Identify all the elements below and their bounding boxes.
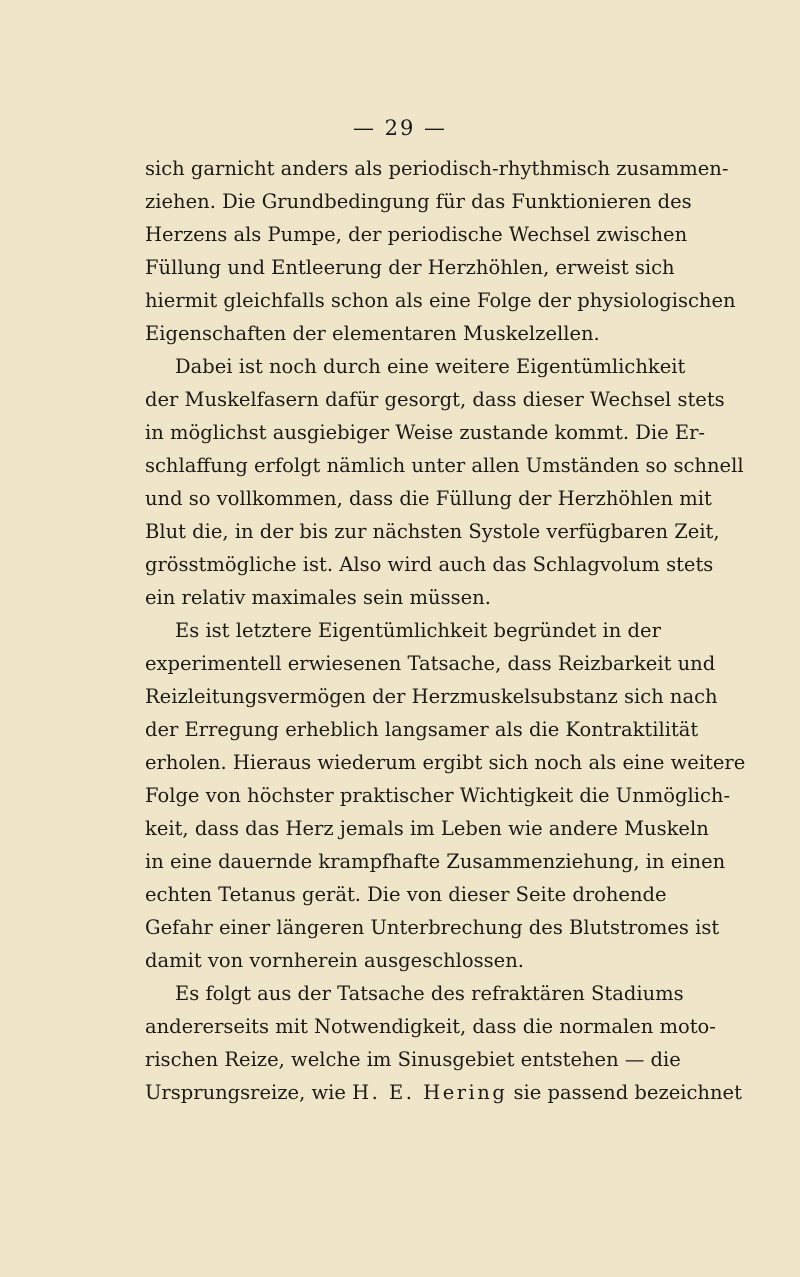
text-line: grösstmögliche ist. Also wird auch das Schlagvolum stets	[145, 553, 714, 576]
text-line: Gefahr einer längeren Unterbrechung des Blutstromes ist	[145, 916, 720, 939]
text-line: der Erregung erheblich langsamer als die Kontraktilität	[145, 718, 699, 741]
text-fragment: Ursprungsreize, wie	[145, 1081, 353, 1104]
text-line: in eine dauernde krampfhafte Zusammenziehung, in einen	[145, 850, 726, 873]
text-line: damit von vornherein ausgeschlossen.	[145, 949, 524, 972]
text-line-final	[145, 1076, 742, 1109]
text-line: andererseits mit Notwendigkeit, dass die normalen moto-	[145, 1015, 716, 1038]
text-line: rischen Reize, welche im Sinusgebiet entstehen — die	[145, 1048, 681, 1071]
page-number: — 29 —	[352, 116, 448, 140]
text-line: erholen. Hieraus wiederum ergibt sich noch als eine weitere	[145, 751, 746, 774]
text-line: schlaffung erfolgt nämlich unter allen Umständen so schnell	[145, 454, 744, 477]
text-line: ziehen. Die Grundbedingung für das Funktionieren des	[145, 190, 692, 213]
body-text	[145, 152, 746, 1109]
text-line: Es ist letztere Eigentümlichkeit begründet in der	[175, 619, 661, 642]
text-line: in möglichst ausgiebiger Weise zustande kommt. Die Er-	[145, 421, 705, 444]
text-line: Reizleitungsvermögen der Herzmuskelsubstanz sich nach	[145, 685, 718, 708]
text-line: Herzens als Pumpe, der periodische Wechsel zwischen	[145, 223, 688, 246]
text-line: Es folgt aus der Tatsache des refraktären Stadiums	[175, 982, 684, 1005]
text-line: sich garnicht anders als periodisch-rhythmisch zusammen-	[145, 157, 729, 180]
text-line: ein relativ maximales sein müssen.	[145, 586, 491, 609]
text-line: Folge von höchster praktischer Wichtigkeit die Unmöglich-	[145, 784, 731, 807]
text-line: Blut die, in der bis zur nächsten Systole verfügbaren Zeit,	[145, 520, 720, 543]
text-fragment: sie passend bezeichnet	[507, 1081, 742, 1104]
text-line: und so vollkommen, dass die Füllung der Herzhöhlen mit	[145, 487, 712, 510]
text-line: Dabei ist noch durch eine weitere Eigentümlichkeit	[175, 355, 686, 378]
text-line: echten Tetanus gerät. Die von dieser Seite drohende	[145, 883, 667, 906]
text-line: der Muskelfasern dafür gesorgt, dass dieser Wechsel stets	[145, 388, 725, 411]
text-line: experimentell erwiesenen Tatsache, dass Reizbarkeit und	[145, 652, 716, 675]
author-name-spaced: H. E. Hering	[352, 1081, 508, 1104]
text-line: Eigenschaften der elementaren Muskelzellen.	[145, 322, 600, 345]
text-line: keit, dass das Herz jemals im Leben wie andere Muskeln	[145, 817, 709, 840]
text-line: Füllung und Entleerung der Herzhöhlen, erweist sich	[145, 256, 675, 279]
text-line: hiermit gleichfalls schon als eine Folge der physiologischen	[145, 289, 736, 312]
